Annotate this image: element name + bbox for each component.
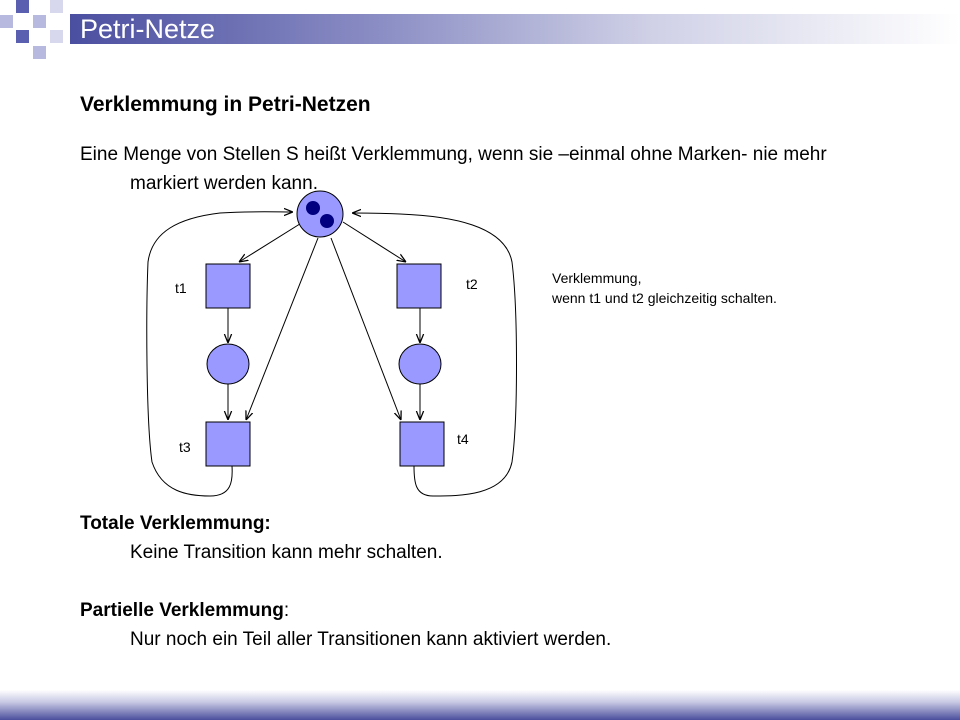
label-t1: t1 bbox=[175, 280, 187, 296]
token bbox=[320, 214, 334, 228]
label-t4: t4 bbox=[457, 431, 469, 447]
place-p0 bbox=[297, 191, 343, 237]
note-line: Verklemmung, bbox=[552, 270, 642, 286]
arc-p0-t2 bbox=[343, 222, 406, 262]
transition-t2 bbox=[397, 264, 441, 308]
deadlock-note bbox=[552, 268, 777, 308]
partial-deadlock-text: Nur noch ein Teil aller Transitionen kann aktiviert werden. bbox=[130, 629, 612, 650]
arc-p0-t4 bbox=[331, 238, 401, 420]
definition-text: Eine Menge von Stellen S heißt Verklemmung, wenn sie –einmal ohne Marken- nie mehr markiert werden kann. bbox=[80, 144, 827, 194]
slide-title: Petri-Netze bbox=[80, 14, 216, 44]
arc-p0-t1 bbox=[239, 222, 303, 262]
label-t2: t2 bbox=[466, 276, 478, 292]
section-title: Verklemmung in Petri-Netzen bbox=[80, 93, 371, 116]
label-t3: t3 bbox=[179, 439, 191, 455]
token bbox=[306, 201, 320, 215]
place-p2 bbox=[399, 344, 441, 384]
arcs bbox=[147, 212, 517, 496]
arc-p0-t3 bbox=[246, 238, 318, 420]
total-deadlock-text: Keine Transition kann mehr schalten. bbox=[130, 542, 443, 563]
note-line: wenn t1 und t2 gleichzeitig schalten. bbox=[552, 290, 777, 306]
transition-t3 bbox=[206, 422, 250, 466]
partial-deadlock-colon: : bbox=[283, 600, 290, 621]
partial-deadlock-heading-text: Partielle Verklemmung bbox=[80, 600, 284, 621]
total-deadlock-heading: Totale Verklemmung: bbox=[80, 513, 271, 534]
transition-t4 bbox=[400, 422, 444, 466]
transition-t1 bbox=[206, 264, 250, 308]
footer-band bbox=[0, 690, 960, 720]
place-p1 bbox=[207, 344, 249, 384]
partial-deadlock-heading bbox=[80, 598, 289, 624]
